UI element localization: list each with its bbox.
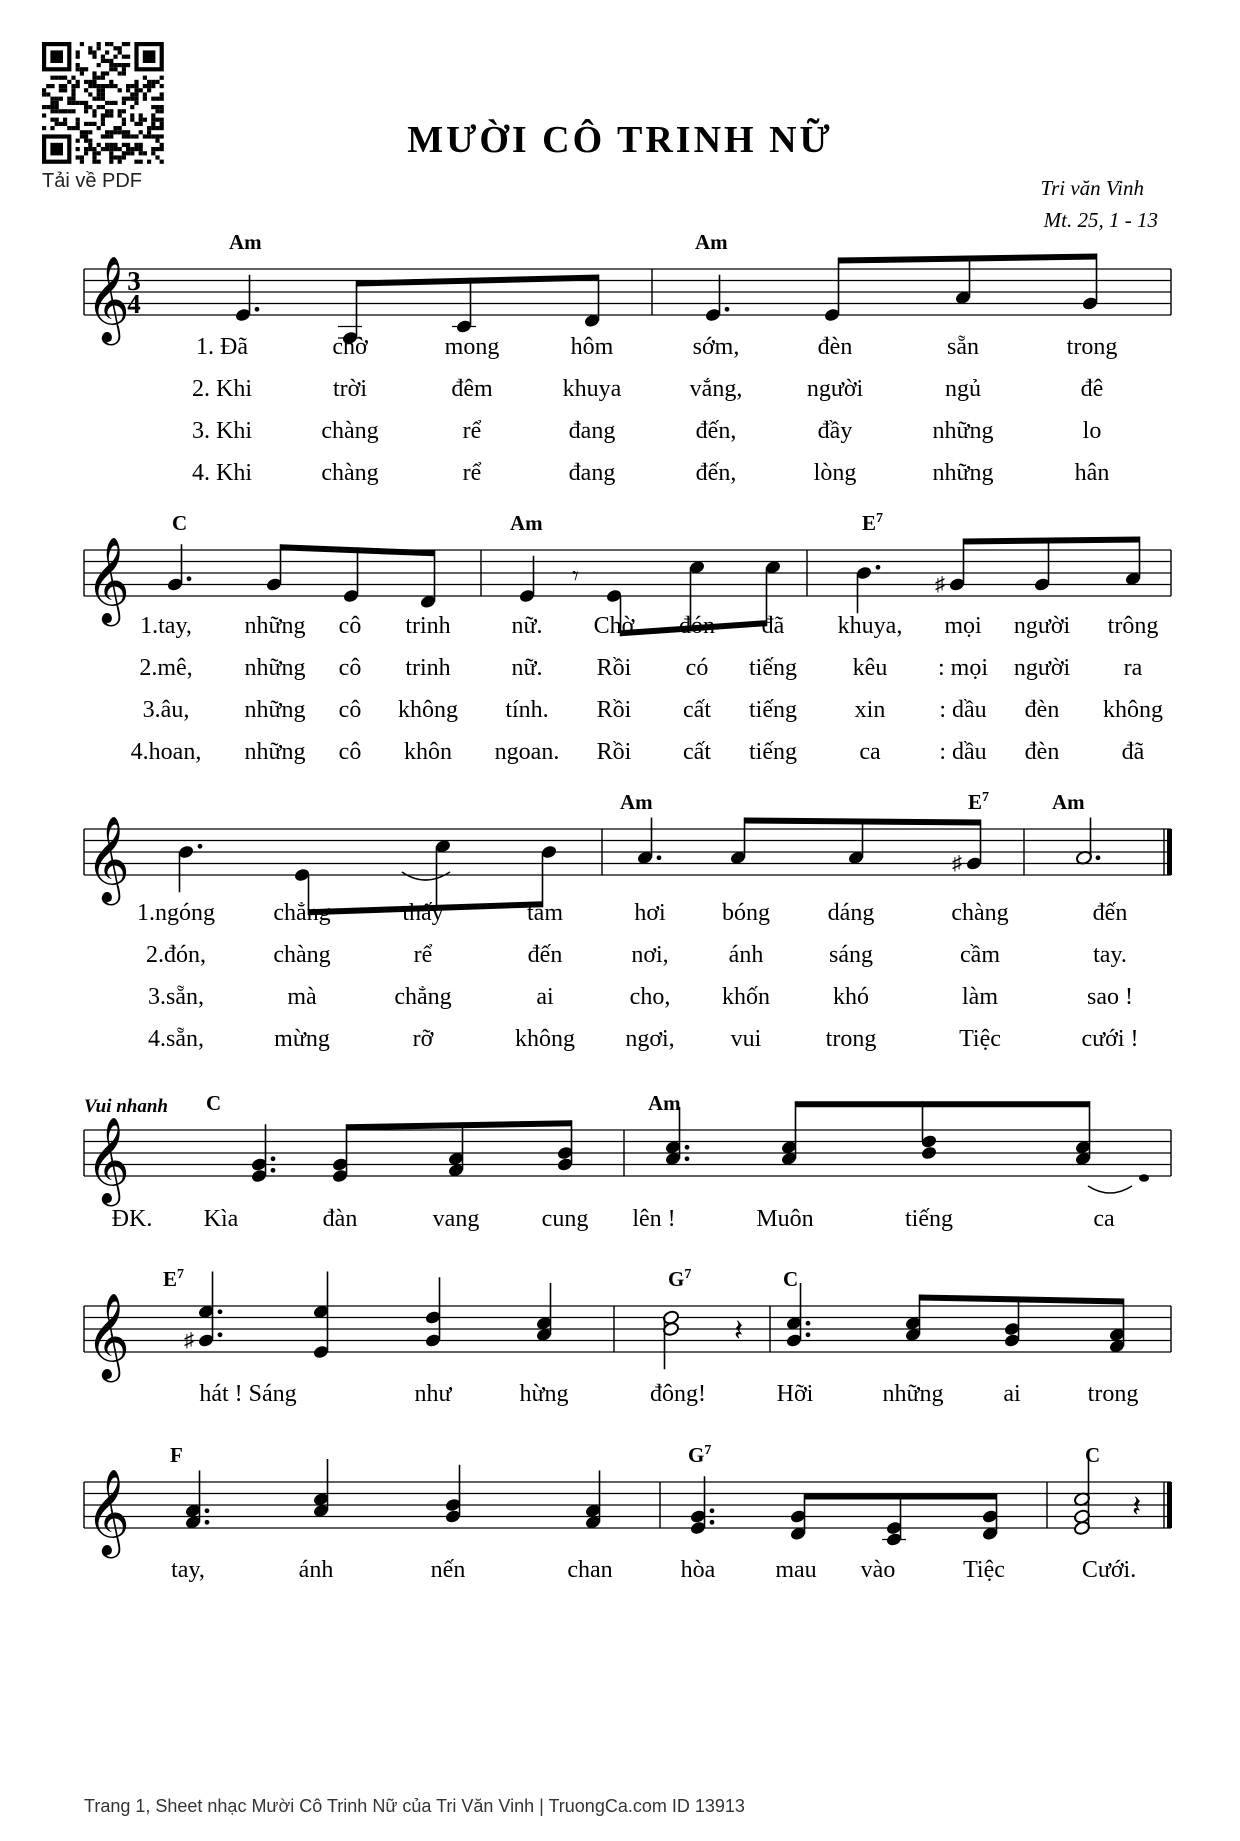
chord-symbol: Am (620, 790, 653, 814)
lyric-syllable: 3. Khi (192, 418, 252, 444)
tie (1088, 1186, 1132, 1193)
lyric-syllable: tay. (1093, 942, 1127, 968)
chord-symbol: C (172, 511, 188, 535)
lyric-syllable: tiếng (749, 697, 797, 723)
chord-symbol: Am (695, 230, 728, 254)
lyric-syllable: trinh (405, 613, 451, 639)
lyric-syllable: ánh (298, 1557, 334, 1583)
note (518, 556, 535, 604)
lyric-syllable: hừng (519, 1381, 569, 1407)
lyric-syllable: đến (527, 942, 563, 968)
treble-clef-icon: 𝄞 (86, 816, 130, 902)
lyric-syllable: đến, (695, 418, 737, 444)
lyric-syllable: Rồi (596, 739, 632, 765)
note (444, 1465, 461, 1524)
lyric-syllable: Tiệc (959, 1026, 1001, 1052)
dot (205, 1508, 210, 1513)
dot (685, 1156, 690, 1161)
note (664, 1107, 689, 1166)
lyric-syllable: 2.mê, (139, 655, 193, 681)
lyric-syllable: thấy (402, 900, 444, 926)
lyric-syllable: trời (332, 376, 368, 402)
lyric-syllable: tính. (505, 697, 549, 723)
lyric-syllable: trong (825, 1026, 877, 1052)
composer-name: Tri văn Vinh (1040, 176, 1144, 200)
lyric-syllable: ngơi, (625, 1026, 675, 1052)
chord-symbol: $G^7$ (688, 1443, 712, 1467)
dot (725, 307, 730, 312)
lyric-syllable: cưới ! (1081, 1026, 1139, 1052)
lyric-syllable: những (244, 655, 306, 681)
lyric-syllable: không (515, 1026, 575, 1052)
time-signature-top: 3 (127, 266, 141, 296)
lyric-syllable: người (1013, 613, 1071, 639)
treble-clef-icon: 𝄞 (86, 537, 130, 623)
lyric-syllable: tay, (171, 1557, 205, 1583)
lyric-syllable: 1. Đã (196, 334, 248, 360)
beam (964, 536, 1140, 544)
sharp-icon: ♯ (952, 852, 962, 875)
treble-clef-icon: 𝄞 (86, 256, 130, 342)
lyric-syllable: mau (775, 1557, 817, 1583)
staff-system-4 (84, 1091, 1171, 1184)
treble-clef-icon: 𝄞 (86, 1117, 130, 1203)
chord-symbol: Am (510, 511, 543, 535)
lyric-syllable: đèn (817, 334, 853, 360)
lyric-syllable: hòa (680, 1557, 716, 1583)
lyric-syllable: rỡ (412, 1026, 434, 1052)
dot (806, 1332, 811, 1337)
lyric-syllable: ai (536, 984, 554, 1010)
note (785, 1283, 810, 1348)
lyric-syllable: chàng (951, 900, 1009, 926)
lyric-syllable: chàng (321, 460, 379, 486)
lyric-syllable: khuya (562, 376, 622, 402)
lyric-syllable: đàn (322, 1206, 358, 1232)
lyric-syllable: những (932, 418, 994, 444)
page-footer: Trang 1, Sheet nhạc Mười Cô Trinh Nữ của Tri Văn Vinh | TruongCa.com ID 13913 (84, 1796, 745, 1816)
note (250, 1124, 275, 1183)
time-signature-bottom: 4 (127, 289, 141, 319)
lyric-syllable: 2.đón, (146, 942, 206, 968)
note (177, 844, 202, 892)
staff-system-3 (84, 790, 1172, 915)
note (882, 1520, 906, 1547)
lyric-syllable: xin (854, 697, 886, 723)
lyric-syllable: ngủ (945, 376, 981, 402)
beam (805, 1494, 997, 1500)
lyric-syllable: những (932, 460, 994, 486)
dot (218, 1332, 223, 1337)
lyric-syllable: cung (541, 1206, 589, 1232)
dot (218, 1309, 223, 1314)
lyric-syllable: ánh (728, 942, 764, 968)
lyric-syllable: làm (962, 984, 998, 1010)
lyric-syllable: đón (679, 613, 715, 639)
lyric-syllable: cầm (960, 942, 1000, 968)
song-title: MƯỜI CÔ TRINH NỮ (407, 119, 833, 161)
chord-symbol: C (206, 1091, 222, 1115)
lyric-syllable: vang (432, 1206, 480, 1232)
lyric-syllable: sẵn (947, 334, 979, 360)
lyric-syllable: mọi (944, 613, 982, 639)
dot (198, 844, 203, 849)
chord-symbol: Am (1052, 790, 1085, 814)
lyric-syllable: vào (860, 1557, 896, 1583)
lyric-syllable: khôn (404, 739, 452, 765)
lyric-syllable: 3.âu, (142, 697, 190, 723)
note (662, 1310, 679, 1369)
chord-symbol: Am (648, 1091, 681, 1115)
treble-clef-icon: 𝄞 (86, 1469, 130, 1555)
lyric-syllable: sớm, (692, 334, 740, 360)
lyric-syllable: những (244, 697, 306, 723)
lyric-syllable: những (244, 739, 306, 765)
lyric-syllable: trong (1087, 1381, 1139, 1407)
final-barline-thick (1167, 829, 1172, 875)
sharp-icon: ♯ (935, 573, 945, 596)
tempo-marking: Vui nhanh (84, 1096, 168, 1117)
lyric-syllable: có (685, 655, 709, 681)
note (535, 1283, 552, 1342)
beam (745, 818, 981, 826)
quarter-rest-icon: 𝄽 (734, 1314, 744, 1348)
lyric-syllable: rể (462, 460, 482, 486)
note (312, 1459, 329, 1518)
lyric-syllable: ra (1123, 655, 1143, 681)
lyric-syllable: 4. Khi (192, 460, 252, 486)
lyric-syllable: 3.sẵn, (148, 984, 204, 1010)
lyric-syllable: khốn (722, 984, 770, 1010)
lyric-syllable: tâm (527, 900, 563, 926)
lyric-syllable: Kìa (203, 1206, 239, 1232)
lyric-syllable: cô (338, 697, 362, 723)
lyric-syllable: Hỡi (776, 1381, 814, 1407)
chord-symbol: $E^7$ (163, 1267, 185, 1291)
lyric-syllable: 1.ngóng (137, 900, 215, 926)
note (184, 1272, 222, 1352)
note (452, 319, 476, 334)
lyric-syllable: trinh (405, 655, 451, 681)
lyric-syllable: không (398, 697, 458, 723)
note (1075, 818, 1100, 866)
lyric-syllable: chàng (321, 418, 379, 444)
chord-symbol: Am (229, 230, 262, 254)
beam (796, 1101, 1090, 1107)
dot (187, 576, 192, 581)
beam (839, 253, 1097, 263)
lyric-syllable: đã (761, 613, 785, 639)
lyric-syllable: : dầu (939, 697, 987, 723)
lyric-syllable: tiếng (749, 655, 797, 681)
lyric-syllable: Chờ (593, 613, 635, 639)
lyric-syllable: đèn (1024, 739, 1060, 765)
lyric-syllable: đèn (1024, 697, 1060, 723)
lyric-syllable: hơi (634, 900, 666, 926)
dot (255, 307, 260, 312)
note (312, 1272, 329, 1360)
note (935, 574, 966, 596)
chord-symbol: C (783, 1267, 799, 1291)
lyric-syllable: : mọi (937, 655, 989, 681)
lyric-syllable: nữ. (511, 613, 543, 639)
lyric-syllable: chờ (332, 334, 368, 360)
lyric-syllable: cất (683, 697, 711, 723)
lyric-syllable: chàng (273, 942, 331, 968)
lyric-syllable: rể (413, 942, 433, 968)
lyric-syllable: những (882, 1381, 944, 1407)
lyric-syllable: ca (859, 739, 881, 765)
notehead (920, 1145, 937, 1160)
note (952, 853, 983, 875)
lyric-syllable: đêm (451, 376, 493, 402)
lyric-syllable: hôm (570, 334, 614, 360)
lyric-syllable: trong (1066, 334, 1118, 360)
note (584, 1471, 601, 1530)
note (855, 565, 880, 613)
lyric-syllable: không (1103, 697, 1163, 723)
lyric-syllable: đã (1121, 739, 1145, 765)
chord-symbol: $E^7$ (968, 790, 990, 814)
eighth-rest-icon: 𝄾 (572, 561, 579, 591)
lyric-syllable: tiếng (749, 739, 797, 765)
lyric-syllable: cô (338, 739, 362, 765)
dot (710, 1508, 715, 1513)
dot (657, 855, 662, 860)
lyric-syllable: Tiệc (963, 1557, 1005, 1583)
slur (402, 872, 450, 880)
sharp-icon: ♯ (184, 1329, 194, 1352)
lyric-syllable: người (1013, 655, 1071, 681)
staff-system-6 (84, 1443, 1172, 1547)
lyric-syllable: trông (1107, 613, 1159, 639)
lyric-syllable: khó (833, 984, 869, 1010)
lyric-syllable: hát ! Sáng (199, 1381, 297, 1407)
lyric-syllable: cất (683, 739, 711, 765)
dot (685, 1145, 690, 1150)
lyric-syllable: người (806, 376, 864, 402)
final-barline-thick (1167, 1482, 1172, 1528)
lyric-syllable: mừng (274, 1026, 330, 1052)
treble-clef-icon: 𝄞 (86, 1293, 130, 1379)
lyric-syllable: cho, (629, 984, 671, 1010)
dot (1096, 855, 1101, 860)
staff-system-1 (84, 230, 1171, 346)
staff-system-5 (84, 1267, 1171, 1369)
lyric-syllable: hân (1074, 460, 1110, 486)
chord-symbol: $G^7$ (668, 1267, 692, 1291)
lyric-syllable: rể (462, 418, 482, 444)
beam (347, 1120, 572, 1130)
lyric-syllable: ai (1003, 1381, 1021, 1407)
beam (920, 1295, 1124, 1305)
lyric-syllable: Cưới. (1081, 1557, 1137, 1583)
lyric-syllable: vắng, (689, 376, 743, 402)
dot (271, 1156, 276, 1161)
lyric-syllable: ca (1093, 1206, 1115, 1232)
note (1073, 1459, 1090, 1536)
dot (205, 1520, 210, 1525)
download-pdf-link[interactable]: Tải về PDF (42, 170, 143, 192)
dot (806, 1321, 811, 1326)
note (689, 1476, 714, 1535)
lyric-syllable: đến, (695, 460, 737, 486)
lyric-syllable: đang (568, 418, 616, 444)
lyric-syllable: đầy (817, 418, 853, 444)
lyric-syllable: bóng (722, 900, 770, 926)
lyric-syllable: lòng (813, 460, 857, 486)
lyric-syllable: ngoan. (494, 739, 560, 765)
lyric-syllable: đang (568, 460, 616, 486)
lyric-syllable: chẳng (394, 984, 452, 1010)
lyric-syllable: những (244, 613, 306, 639)
lyric-syllable: sao ! (1087, 984, 1133, 1010)
lyric-syllable: Muôn (756, 1206, 814, 1232)
lyric-syllable: 1.tay, (140, 613, 192, 639)
lyric-syllable: đến (1092, 900, 1128, 926)
chord-symbol: C (1085, 1443, 1101, 1467)
lyric-syllable: nữ. (511, 655, 543, 681)
note (636, 818, 661, 866)
grace-notehead (1139, 1174, 1149, 1182)
dot (876, 565, 881, 570)
lyric-syllable: chan (567, 1557, 613, 1583)
lyric-syllable: : dầu (939, 739, 987, 765)
lyric-syllable: nơi, (631, 942, 669, 968)
lyric-syllable: như (414, 1381, 452, 1407)
lyric-syllable: cô (338, 613, 362, 639)
lyric-syllable: tiếng (905, 1206, 953, 1232)
lyric-syllable: sáng (829, 942, 873, 968)
lyric-syllable: khuya, (837, 613, 903, 639)
lyric-syllable: cô (338, 655, 362, 681)
note (184, 1471, 209, 1530)
quarter-rest-icon: 𝄽 (1132, 1490, 1142, 1524)
lyric-syllable: đê (1080, 376, 1104, 402)
lyric-syllable: mong (444, 334, 500, 360)
lyric-syllable: chẳng (273, 900, 331, 926)
dot (710, 1520, 715, 1525)
lyric-syllable: mà (287, 984, 317, 1010)
lyric-syllable: 2. Khi (192, 376, 252, 402)
beam (357, 274, 599, 286)
lyric-syllable: lên ! (632, 1206, 676, 1232)
chord-symbol: F (170, 1443, 183, 1467)
lyric-syllable: lo (1082, 418, 1102, 444)
lyric-syllable: Rồi (596, 697, 632, 723)
dot (271, 1168, 276, 1173)
lyric-syllable: kêu (852, 655, 888, 681)
lyric-syllable: ĐK. (111, 1206, 153, 1232)
lyric-syllable: dáng (827, 900, 875, 926)
lyric-syllable: vui (730, 1026, 762, 1052)
note (424, 1277, 441, 1348)
lyric-syllable: nến (430, 1557, 466, 1583)
scripture-reference: Mt. 25, 1 - 13 (1043, 208, 1158, 232)
chord-symbol: $E^7$ (862, 511, 884, 535)
qr-code-icon[interactable] (42, 42, 164, 164)
lyric-syllable: 4.hoan, (130, 739, 202, 765)
lyric-syllable: 4.sẵn, (148, 1026, 204, 1052)
lyric-syllable: Rồi (596, 655, 632, 681)
lyric-syllable: đông! (650, 1381, 706, 1407)
